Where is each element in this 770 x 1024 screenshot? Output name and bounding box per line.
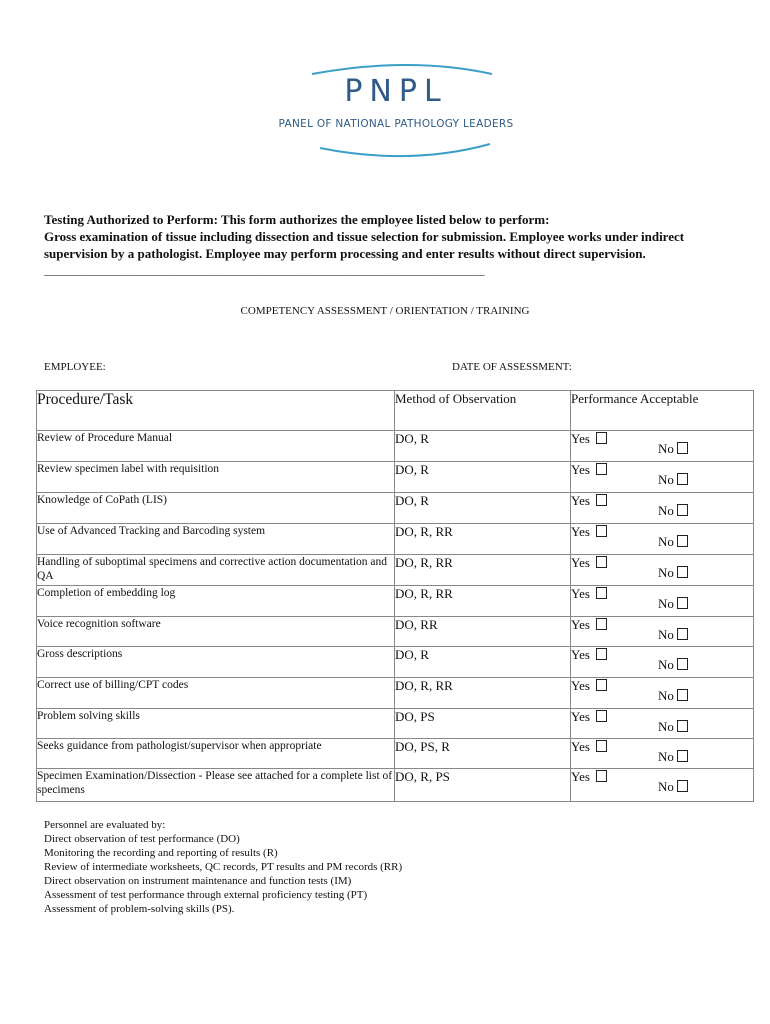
performance-cell [571,586,754,617]
intro-text [44,211,744,262]
pnpl-logo [260,60,540,170]
yes-option [571,739,607,755]
no-option [658,472,688,488]
task-cell: Handling of suboptimal specimens and corrective action documentation and QA [37,555,395,586]
section-title: COMPETENCY ASSESSMENT / ORIENTATION / TRAINING [240,305,530,317]
no-option [658,596,688,612]
no-label: No [658,627,674,642]
yes-label: Yes [571,431,590,446]
yes-checkbox[interactable] [596,740,607,752]
yes-label: Yes [571,524,590,539]
no-label: No [658,472,674,487]
signature-rule: ____________________________________________________________________________________________________ [44,266,485,277]
task-cell: Gross descriptions [37,647,395,678]
method-cell: DO, R [395,493,571,524]
no-label: No [658,779,674,794]
yes-label: Yes [571,586,590,601]
no-checkbox[interactable] [677,473,688,485]
yes-option [571,586,607,602]
no-label: No [658,688,674,703]
yes-option [571,678,607,694]
table-row [37,555,754,586]
task-cell: Review specimen label with requisition [37,462,395,493]
yes-option [571,493,607,509]
yes-option [571,647,607,663]
note-line: Direct observation of test performance (DO) [44,833,240,845]
yes-checkbox[interactable] [596,770,607,782]
no-option [658,779,688,795]
no-checkbox[interactable] [677,535,688,547]
method-cell: DO, RR [395,617,571,647]
no-option [658,503,688,519]
yes-option [571,431,607,447]
task-cell: Problem solving skills [37,709,395,739]
no-option [658,749,688,765]
table-row [37,678,754,709]
yes-label: Yes [571,617,590,632]
header-performance-acceptable: Performance Acceptable [571,391,754,431]
method-cell: DO, R [395,462,571,493]
table-row [37,431,754,462]
performance-cell [571,431,754,462]
logo-title: PNPL [344,74,448,109]
performance-cell [571,709,754,739]
no-checkbox[interactable] [677,628,688,640]
evaluation-notes [44,818,724,916]
note-line: Assessment of test performance through external proficiency testing (PT) [44,889,368,901]
performance-cell [571,739,754,769]
table-header-row [37,391,754,431]
performance-cell [571,678,754,709]
note-line: Personnel are evaluated by: [44,819,166,831]
no-checkbox[interactable] [677,504,688,516]
no-checkbox[interactable] [677,442,688,454]
yes-label: Yes [571,769,590,784]
method-cell: DO, R, RR [395,678,571,709]
performance-cell [571,462,754,493]
table-row [37,769,754,802]
intro-line-2: Gross examination of tissue including dissection and tissue selection for submission. Employee works under indirect supervision by a pathologist. Employee may perform processing and enter results without direct supervision. [44,229,685,261]
method-cell: DO, R, RR [395,555,571,586]
yes-label: Yes [571,555,590,570]
employee-label: EMPLOYEE: [44,361,106,373]
task-cell: Correct use of billing/CPT codes [37,678,395,709]
table-row [37,617,754,647]
method-cell: DO, R, PS [395,769,571,802]
performance-cell [571,769,754,802]
logo-subtitle: PANEL OF NATIONAL PATHOLOGY LEADERS [278,118,514,130]
yes-label: Yes [571,678,590,693]
no-checkbox[interactable] [677,689,688,701]
competency-table [36,390,754,802]
no-label: No [658,565,674,580]
yes-checkbox[interactable] [596,432,607,444]
no-option [658,627,688,643]
yes-option [571,709,607,725]
yes-checkbox[interactable] [596,710,607,722]
yes-label: Yes [571,739,590,754]
no-checkbox[interactable] [677,566,688,578]
header-method-of-observation: Method of Observation [395,391,571,431]
yes-checkbox[interactable] [596,618,607,630]
method-cell: DO, PS, R [395,739,571,769]
no-label: No [658,534,674,549]
note-line: Monitoring the recording and reporting of results (R) [44,847,278,859]
yes-checkbox[interactable] [596,679,607,691]
table-row [37,709,754,739]
no-checkbox[interactable] [677,780,688,792]
yes-option [571,555,607,571]
no-option [658,534,688,550]
yes-label: Yes [571,493,590,508]
yes-option [571,617,607,633]
yes-option [571,524,607,540]
yes-label: Yes [571,462,590,477]
table-row [37,524,754,555]
task-cell: Voice recognition software [37,617,395,647]
no-label: No [658,503,674,518]
intro-line-1: Testing Authorized to Perform: This form authorizes the employee listed below to perform: [44,212,550,227]
no-checkbox[interactable] [677,658,688,670]
note-line: Review of intermediate worksheets, QC records, PT results and PM records (RR) [44,861,403,873]
method-cell: DO, R [395,431,571,462]
yes-checkbox[interactable] [596,463,607,475]
yes-label: Yes [571,647,590,662]
table-row [37,647,754,678]
date-of-assessment-label: DATE OF ASSESSMENT: [452,361,572,373]
table-row [37,739,754,769]
task-cell: Review of Procedure Manual [37,431,395,462]
yes-checkbox[interactable] [596,494,607,506]
table-row [37,462,754,493]
table-row [37,493,754,524]
performance-cell [571,617,754,647]
performance-cell [571,555,754,586]
no-option [658,719,688,735]
no-option [658,657,688,673]
performance-cell [571,647,754,678]
no-label: No [658,596,674,611]
note-line: Assessment of problem-solving skills (PS). [44,903,235,915]
yes-checkbox[interactable] [596,587,607,599]
no-label: No [658,441,674,456]
no-checkbox[interactable] [677,597,688,609]
task-cell: Completion of embedding log [37,586,395,617]
no-option [658,441,688,457]
method-cell: DO, R, RR [395,524,571,555]
yes-checkbox[interactable] [596,648,607,660]
task-cell: Knowledge of CoPath (LIS) [37,493,395,524]
no-option [658,565,688,581]
method-cell: DO, PS [395,709,571,739]
task-cell: Specimen Examination/Dissection - Please see attached for a complete list of specimens [37,769,395,802]
header-procedure-task: Procedure/Task [37,391,395,431]
yes-option [571,769,607,785]
no-checkbox[interactable] [677,720,688,732]
performance-cell [571,524,754,555]
no-option [658,688,688,704]
note-line: Direct observation on instrument maintenance and function tests (IM) [44,875,352,887]
method-cell: DO, R [395,647,571,678]
performance-cell [571,493,754,524]
yes-option [571,462,607,478]
yes-checkbox[interactable] [596,525,607,537]
no-checkbox[interactable] [677,750,688,762]
no-label: No [658,749,674,764]
table-row [37,586,754,617]
yes-label: Yes [571,709,590,724]
task-cell: Seeks guidance from pathologist/supervisor when appropriate [37,739,395,769]
method-cell: DO, R, RR [395,586,571,617]
no-label: No [658,719,674,734]
yes-checkbox[interactable] [596,556,607,568]
no-label: No [658,657,674,672]
task-cell: Use of Advanced Tracking and Barcoding system [37,524,395,555]
